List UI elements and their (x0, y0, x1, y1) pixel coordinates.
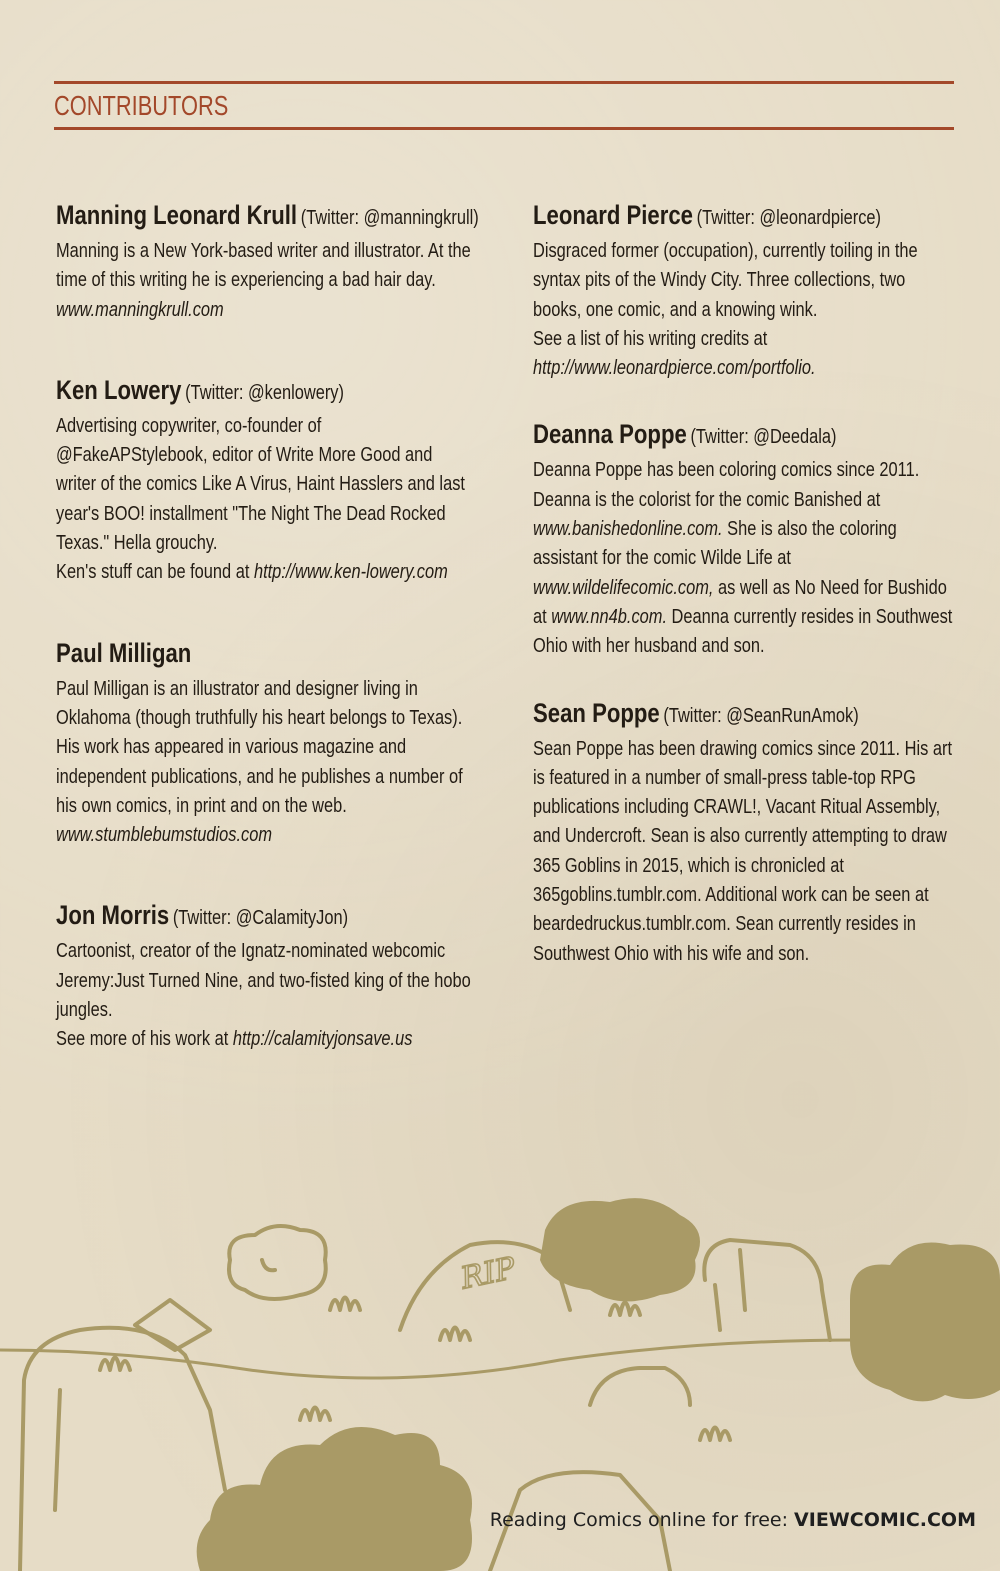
bio-line (56, 1025, 526, 1054)
bio-text: See more of his work at (56, 1028, 233, 1051)
website-link[interactable]: http://www.ken-lowery.com (253, 561, 448, 584)
bio-line (56, 704, 526, 733)
bio-text: assistant for the comic Wilde Life at (533, 547, 791, 570)
bio-text: Jeremy:Just Turned Nine, and two-fisted king of the hobo (56, 969, 471, 992)
bio-text: Ken's stuff can be found at (56, 561, 254, 584)
bush-dark-right (850, 1243, 1000, 1402)
bio-text: See a list of his writing credits at (533, 327, 768, 350)
bio-line (533, 544, 1000, 573)
contributor-entry (533, 417, 1000, 661)
bio-text: Oklahoma (though truthfully his heart belongs to Texas). (56, 706, 463, 729)
bio-line (56, 296, 526, 325)
bio-line (533, 603, 1000, 632)
header-rule-bottom (54, 127, 954, 130)
bio-line (533, 486, 1000, 515)
bio-line (56, 529, 526, 558)
contributor-name: Sean Poppe (533, 697, 660, 728)
website-link[interactable]: www.wildelifecomic.com, (533, 576, 714, 599)
contributor-entry (533, 696, 1000, 969)
tombstone-right (704, 1240, 830, 1340)
bio-line (56, 266, 526, 295)
bio-line (533, 910, 1000, 939)
twitter-handle[interactable]: (Twitter: @manningkrull) (300, 207, 479, 229)
contributor-heading (533, 696, 1000, 735)
bio-text: Advertising copywriter, co-founder of (56, 414, 322, 437)
twitter-handle[interactable]: (Twitter: @SeanRunAmok) (663, 704, 859, 727)
bio-text: his own comics, in print and on the web. (56, 794, 347, 817)
bio-text: Ohio with her husband and son. (533, 635, 765, 658)
bio-text: Texas." Hella grouchy. (56, 532, 218, 555)
contributor-name: Deanna Poppe (533, 419, 687, 450)
bio-line (533, 793, 1000, 822)
website-link[interactable]: www.stumblebumstudios.com (56, 824, 273, 847)
bio-text: His work has appeared in various magazine and (56, 736, 407, 759)
bio-line (533, 456, 1000, 485)
twitter-handle[interactable]: (Twitter: @leonardpierce) (696, 207, 881, 229)
bio-text: and Undercroft. Sean is also currently attempting to draw (533, 825, 947, 848)
twitter-handle[interactable]: (Twitter: @CalamityJon) (172, 907, 349, 930)
bio-text: publications including CRAWL!, Vacant Ritual Assembly, (533, 796, 941, 819)
bio-text: syntax pits of the Windy City. Three collections, two (533, 269, 906, 292)
contributor-heading (533, 198, 1000, 237)
bio-text: 365goblins.tumblr.com. Additional work can be seen at (533, 884, 929, 907)
bio-text: year's BOO! installment "The Night The Dead Rocked (56, 502, 446, 525)
bio-line (56, 821, 526, 850)
contributor-entry (56, 898, 526, 1054)
bio-text: beardedruckus.tumblr.com. Sean currently resides in (533, 913, 916, 936)
bio-line (56, 558, 526, 587)
bio-line (56, 763, 526, 792)
bush-outline (229, 1226, 326, 1299)
bio-line (533, 764, 1000, 793)
contributor-name: Leonard Pierce (533, 200, 693, 230)
bio-text: Deanna is the colorist for the comic Banished at (533, 488, 881, 511)
bio-line (56, 500, 526, 529)
twitter-handle[interactable]: (Twitter: @Deedala) (690, 426, 837, 449)
bio-line (533, 881, 1000, 910)
bio-line (533, 632, 1000, 661)
bio-line (533, 852, 1000, 881)
bio-text: Deanna Poppe has been coloring comics since 2011. (533, 459, 920, 482)
bio-text: She is also the coloring (722, 518, 897, 541)
contributor-name: Ken Lowery (56, 374, 182, 405)
bio-line (56, 967, 526, 996)
bio-text: Paul Milligan is an illustrator and designer living in (56, 677, 418, 700)
watermark-prefix: Reading Comics online for free: (489, 1509, 795, 1531)
tombstone-rip-text: RIP (457, 1250, 519, 1297)
bio-text: Southwest Ohio with his wife and son. (533, 942, 810, 965)
bio-line (533, 266, 1000, 295)
contributor-name: Jon Morris (56, 900, 170, 931)
bio-line (533, 296, 1000, 325)
bio-line (533, 515, 1000, 544)
bio-line (56, 470, 526, 499)
bio-text: is featured in a number of small-press table-top RPG (533, 766, 916, 789)
bio-line (56, 675, 526, 704)
bio-line (533, 354, 1000, 383)
twitter-handle[interactable]: (Twitter: @kenlowery) (185, 381, 344, 404)
bio-text: jungles. (56, 999, 113, 1022)
contributor-heading (56, 898, 526, 937)
bio-text: Manning is a New York-based writer and illustrator. At the (56, 240, 471, 262)
contributor-entry (56, 373, 526, 588)
header-rule-top (54, 81, 954, 84)
bio-text: @FakeAPStylebook, editor of Write More Good and (56, 444, 433, 467)
website-link[interactable]: www.manningkrull.com (56, 298, 224, 321)
website-link[interactable]: www.nn4b.com. (551, 605, 668, 628)
bio-text: at (533, 605, 552, 628)
contributor-heading (533, 417, 1000, 456)
section-title: CONTRIBUTORS (54, 90, 229, 121)
contributor-name: Paul Milligan (56, 637, 192, 668)
bio-line (56, 996, 526, 1025)
bio-line (533, 735, 1000, 764)
bio-line (56, 412, 526, 441)
bio-line (533, 325, 1000, 354)
contributor-heading (56, 198, 526, 237)
bio-text: Sean Poppe has been drawing comics since 2011. His art (533, 737, 953, 760)
bio-line (56, 937, 526, 966)
watermark (490, 1509, 976, 1531)
bio-line (533, 237, 1000, 266)
contributor-entry (533, 198, 1000, 383)
bio-text: 365 Goblins in 2015, which is chronicled at (533, 854, 844, 877)
bio-line (56, 441, 526, 470)
bio-text: independent publications, and he publishes a number of (56, 765, 463, 788)
watermark-brand[interactable]: VIEWCOMIC.COM (794, 1509, 976, 1531)
bio-text: books, one comic, and a knowing wink. (533, 298, 818, 321)
left-column (56, 198, 526, 1055)
bio-line (533, 822, 1000, 851)
bio-text: as well as No Need for Bushido (713, 576, 947, 599)
contributor-name: Manning Leonard Krull (56, 200, 298, 230)
website-link[interactable]: http://www.leonardpierce.com/portfolio. (533, 357, 816, 380)
bush-dark-bottom (197, 1427, 472, 1571)
bio-line (56, 237, 526, 266)
website-link[interactable]: www.banishedonline.com. (533, 518, 723, 541)
bio-line (56, 792, 526, 821)
bio-line (533, 940, 1000, 969)
bio-text: Cartoonist, creator of the Ignatz-nominated webcomic (56, 940, 446, 963)
contributor-heading (56, 373, 526, 412)
bio-line (56, 733, 526, 762)
bio-line (533, 574, 1000, 603)
bio-text: writer of the comics Like A Virus, Haint Hasslers and last (56, 473, 465, 496)
contributor-entry (56, 198, 526, 325)
bio-text: time of this writing he is experiencing a bad hair day. (56, 269, 436, 292)
contributor-heading (56, 636, 526, 675)
right-column (533, 198, 1000, 969)
bio-text: Deanna currently resides in Southwest (667, 605, 953, 628)
contributor-entry (56, 636, 526, 851)
bio-text: Disgraced former (occupation), currently toiling in the (533, 240, 918, 262)
website-link[interactable]: http://calamityjonsave.us (232, 1028, 413, 1051)
